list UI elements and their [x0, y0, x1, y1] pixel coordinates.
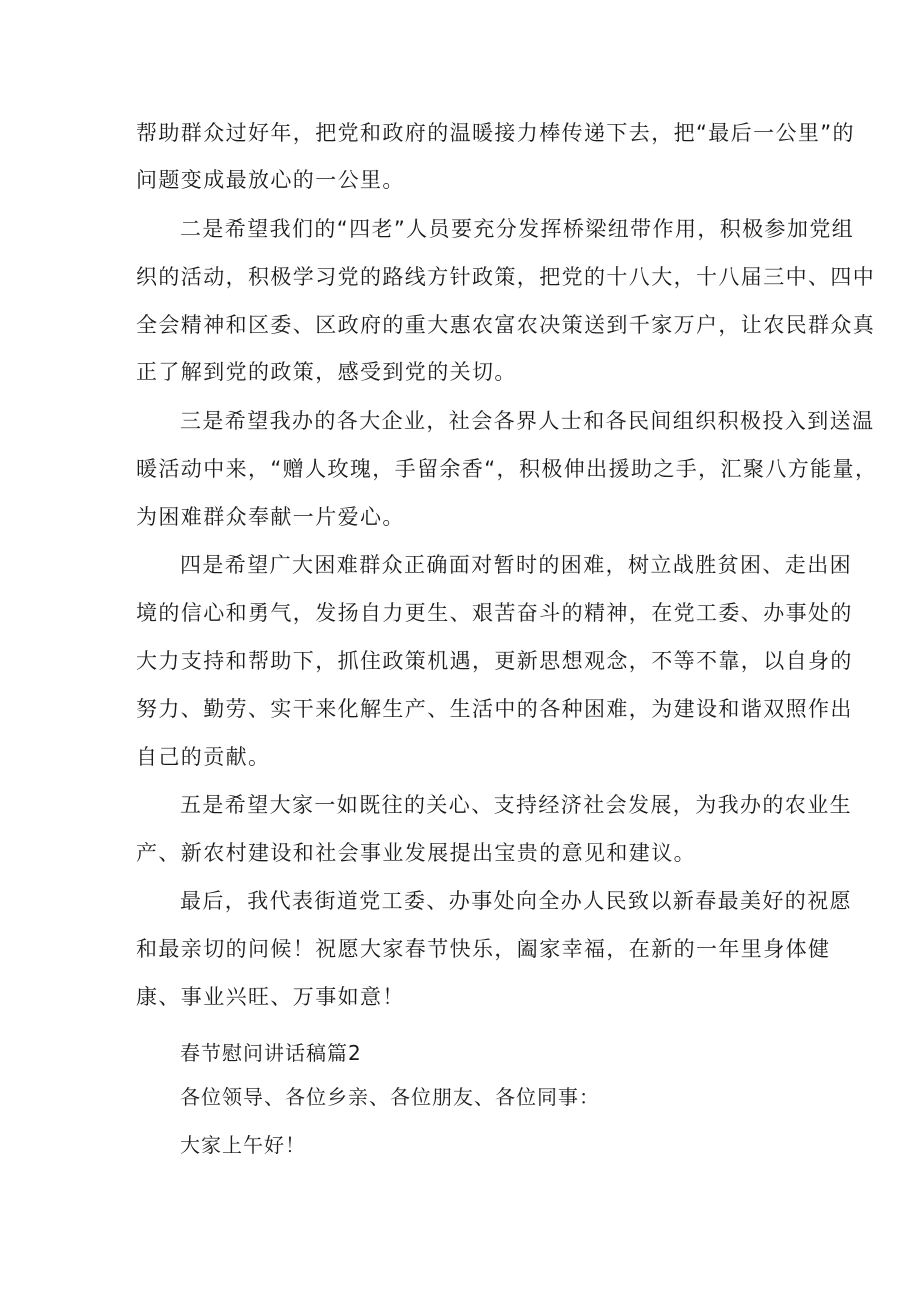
paragraph-line: 大力支持和帮助下，抓住政策机遇，更新思想观念，不等不靠，以自身的	[136, 649, 853, 673]
paragraph-line: 全会精神和区委、区政府的重大惠农富农决策送到千家万户，让农民群众真	[136, 313, 876, 337]
paragraph-line: 正了解到党的政策，感受到党的关切。	[136, 360, 517, 384]
paragraph-line: 四是希望广大困难群众正确面对暂时的困难，树立战胜贫困、走出困	[180, 553, 852, 577]
paragraph-line: 二是希望我们的“四老”人员要充分发挥桥梁纽带作用，积极参加党组	[180, 217, 855, 241]
paragraph-line: 帮助群众过好年，把党和政府的温暖接力棒传递下去，把“最后一公里”的	[136, 121, 855, 145]
paragraph-line: 五是希望大家一如既往的关心、支持经济社会发展，为我办的农业生	[180, 793, 852, 817]
paragraph-line: 为困难群众奉献一片爱心。	[136, 505, 405, 529]
paragraph-line: 努力、勤劳、实干来化解生产、生活中的各种困难，为建设和谐双照作出	[136, 697, 853, 721]
paragraph-line: 织的活动，积极学习党的路线方针政策，把党的十八大，十八届三中、四中	[136, 265, 876, 289]
paragraph-line: 三是希望我办的各大企业，社会各界人士和各民间组织积极投入到送温	[180, 409, 875, 433]
salutation: 各位领导、各位乡亲、各位朋友、各位同事：	[180, 1085, 600, 1109]
paragraph-line: 产、新农村建设和社会事业发展提出宝贵的意见和建议。	[136, 841, 696, 865]
paragraph-line: 和最亲切的问候！祝愿大家春节快乐，阖家幸福，在新的一年里身体健	[136, 937, 831, 961]
section-title: 春节慰问讲话稿篇2	[180, 1041, 362, 1065]
paragraph-line: 康、事业兴旺、万事如意！	[136, 985, 405, 1009]
paragraph-line: 最后，我代表街道党工委、办事处向全办人民致以新春最美好的祝愿	[180, 889, 852, 913]
paragraph-line: 境的信心和勇气，发扬自力更生、艰苦奋斗的精神，在党工委、办事处的	[136, 601, 853, 625]
paragraph-line: 自己的贡献。	[136, 745, 271, 769]
paragraph-line: 问题变成最放心的一公里。	[136, 168, 405, 192]
paragraph-line: 暖活动中来，“赠人玫瑰，手留余香“，积极伸出援助之手，汇聚八方能量，	[136, 457, 878, 481]
greeting: 大家上午好！	[180, 1133, 306, 1157]
